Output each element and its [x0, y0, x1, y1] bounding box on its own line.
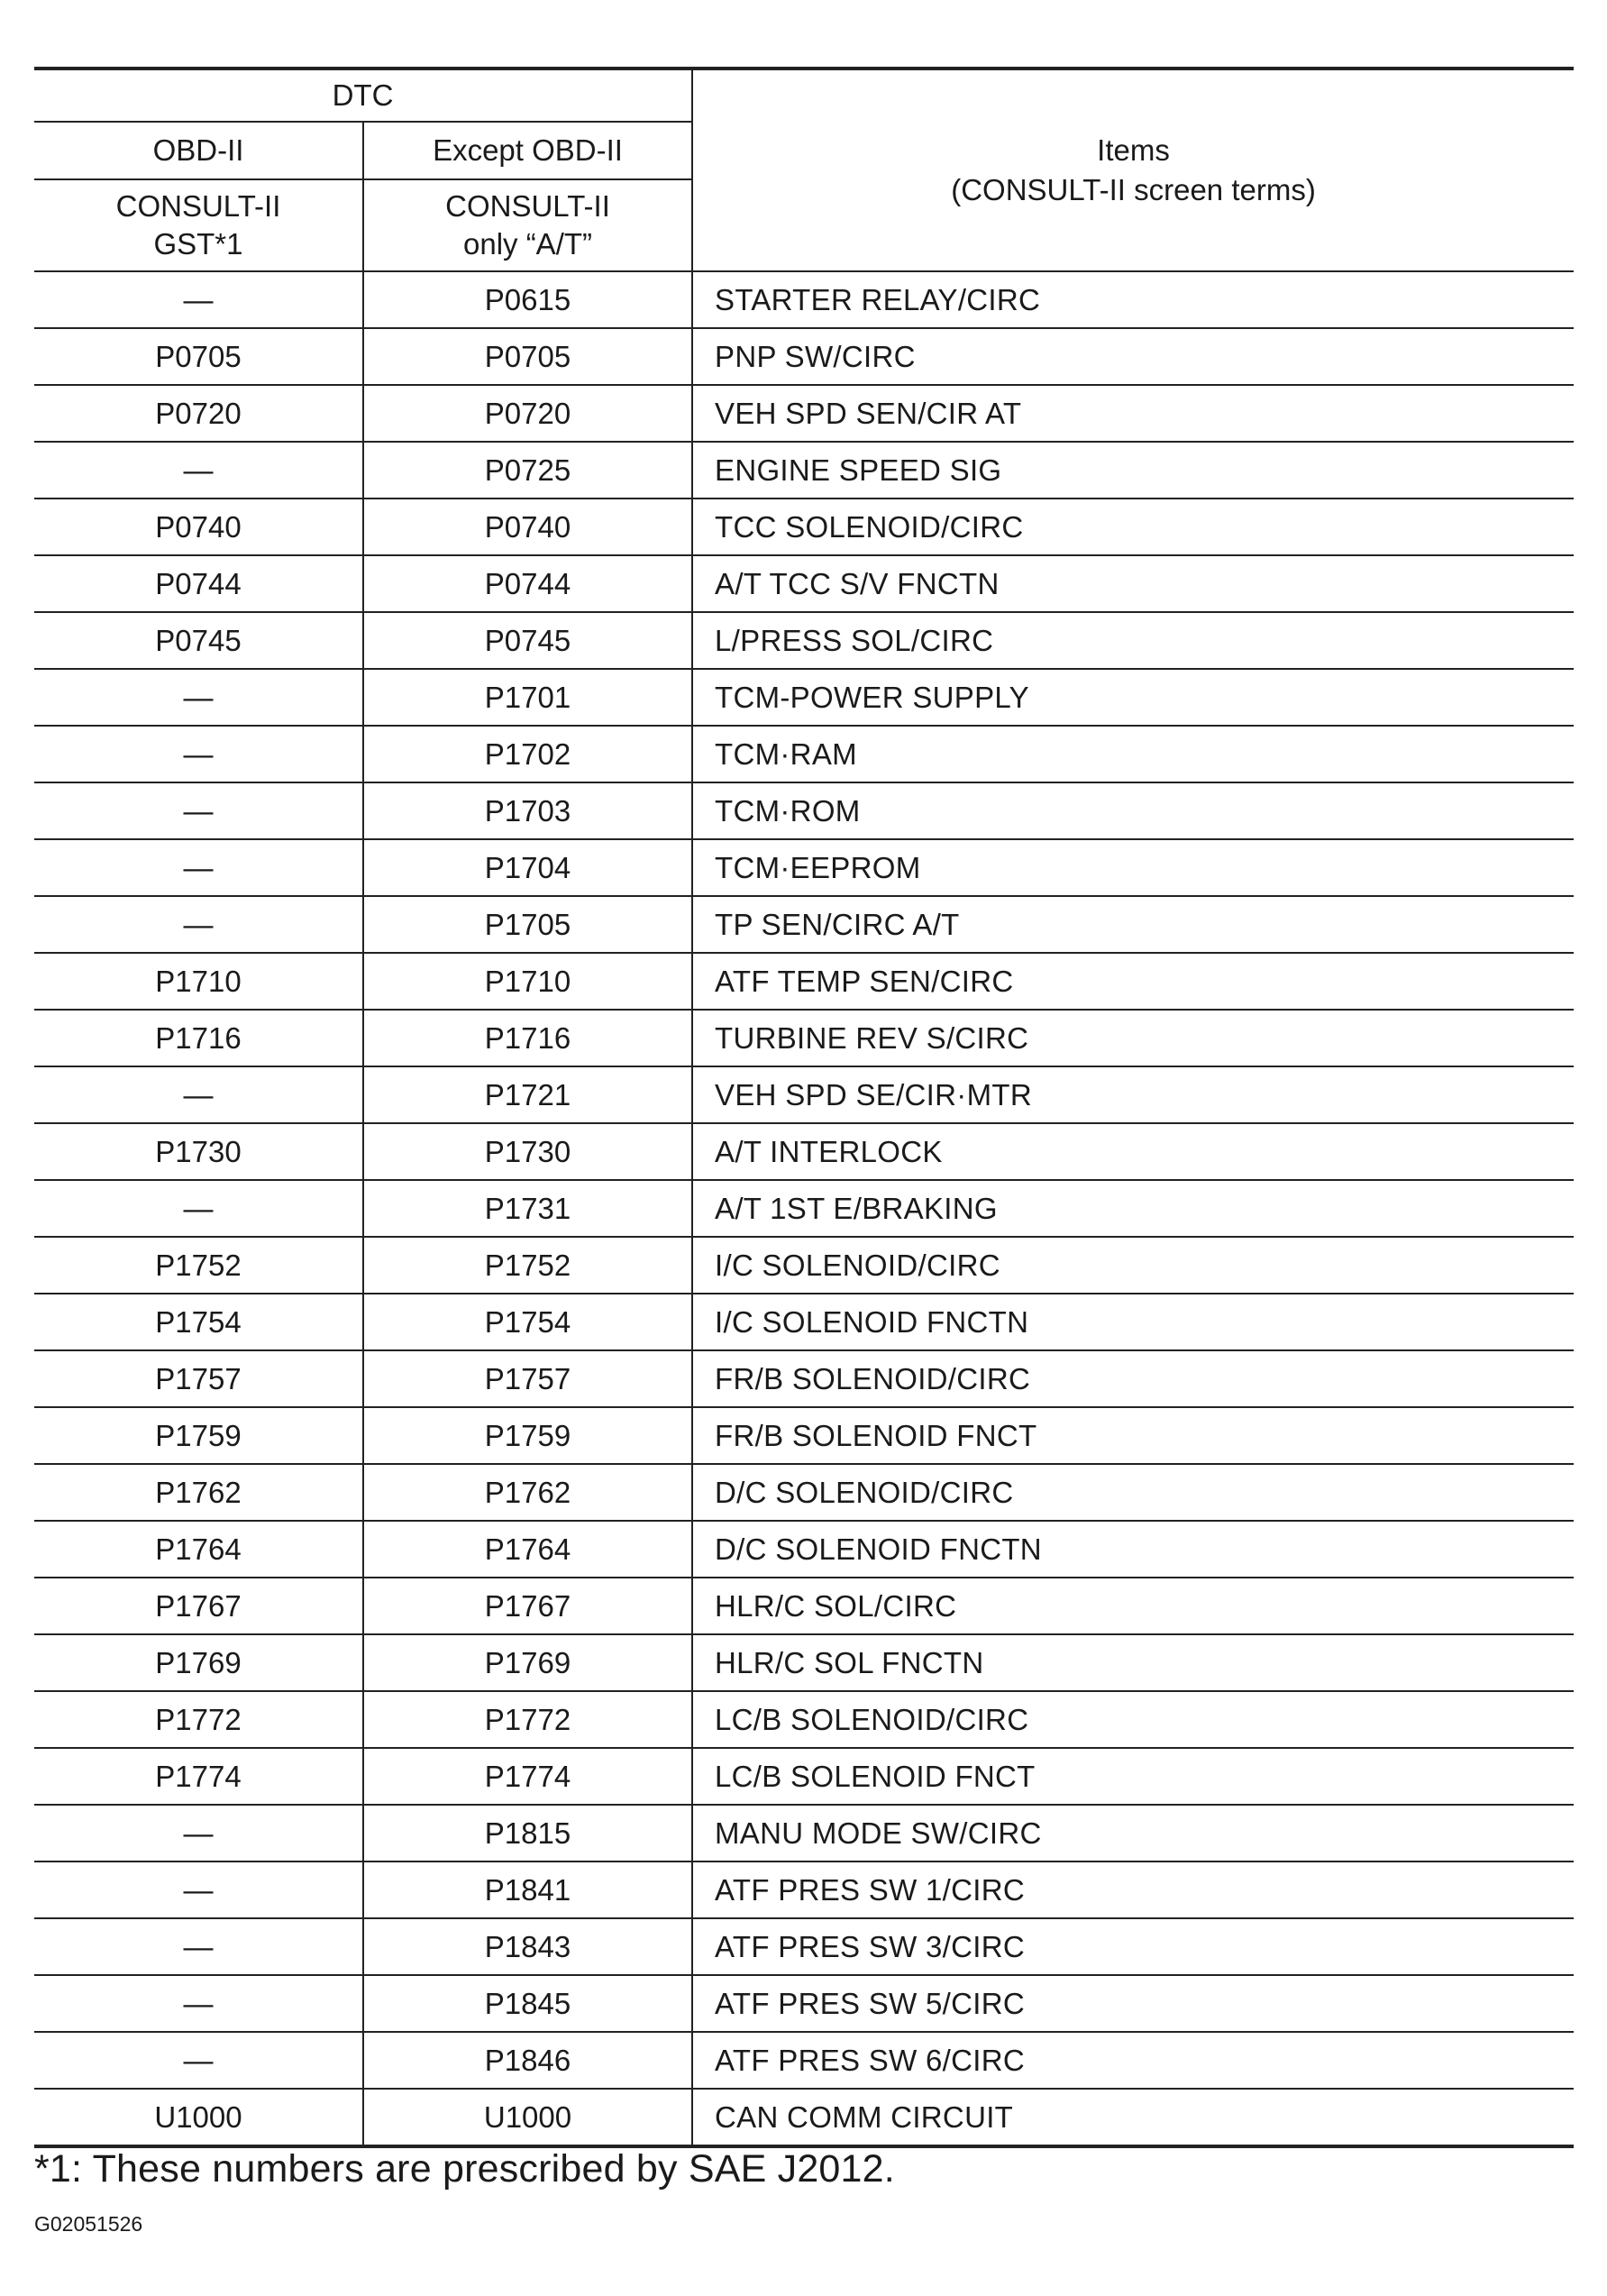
obd2-code-cell: — — [34, 2032, 363, 2089]
except-obd2-code-cell: P1772 — [363, 1691, 692, 1748]
obd2-code-cell: — — [34, 1861, 363, 1918]
obd2-code-cell: — — [34, 1918, 363, 1975]
obd2-code-cell: — — [34, 1805, 363, 1861]
item-name-cell: LC/B SOLENOID FNCT — [692, 1748, 1574, 1805]
table-row — [34, 612, 1574, 669]
item-name-cell: TP SEN/CIRC A/T — [692, 896, 1574, 953]
obd2-code-cell: P0720 — [34, 385, 363, 442]
obd2-code-cell: — — [34, 271, 363, 328]
header-consult-only-at-text: CONSULT-II only “A/T” — [445, 189, 610, 261]
item-name-cell: VEH SPD SE/CIR·MTR — [692, 1066, 1574, 1123]
table-row — [34, 669, 1574, 726]
obd2-code-cell: P1767 — [34, 1578, 363, 1634]
dtc-table-sheet — [34, 67, 1574, 2148]
obd2-code-cell: P1730 — [34, 1123, 363, 1180]
except-obd2-code-cell: P1757 — [363, 1350, 692, 1407]
table-row — [34, 2032, 1574, 2089]
table-row — [34, 1691, 1574, 1748]
header-items-text: Items (CONSULT-II screen terms) — [951, 133, 1316, 206]
except-obd2-code-cell: U1000 — [363, 2089, 692, 2146]
dtc-table-body — [34, 271, 1574, 2146]
except-obd2-code-cell: P1705 — [363, 896, 692, 953]
figure-code: G02051526 — [34, 2212, 143, 2236]
except-obd2-code-cell: P1752 — [363, 1237, 692, 1294]
obd2-code-cell: P1772 — [34, 1691, 363, 1748]
except-obd2-code-cell: P1841 — [363, 1861, 692, 1918]
table-row — [34, 1464, 1574, 1521]
item-name-cell: D/C SOLENOID FNCTN — [692, 1521, 1574, 1578]
except-obd2-code-cell: P1769 — [363, 1634, 692, 1691]
obd2-code-cell: P0705 — [34, 328, 363, 385]
obd2-code-cell: P1769 — [34, 1634, 363, 1691]
obd2-code-cell: P1757 — [34, 1350, 363, 1407]
item-name-cell: TCM-POWER SUPPLY — [692, 669, 1574, 726]
item-name-cell: ATF PRES SW 1/CIRC — [692, 1861, 1574, 1918]
except-obd2-code-cell: P0740 — [363, 499, 692, 555]
obd2-code-cell: P1716 — [34, 1010, 363, 1066]
table-row — [34, 1634, 1574, 1691]
table-row — [34, 1010, 1574, 1066]
header-consult-only-at — [363, 179, 692, 271]
table-row — [34, 1350, 1574, 1407]
table-row — [34, 782, 1574, 839]
item-name-cell: ATF TEMP SEN/CIRC — [692, 953, 1574, 1010]
item-name-cell: ENGINE SPEED SIG — [692, 442, 1574, 499]
except-obd2-code-cell: P1815 — [363, 1805, 692, 1861]
item-name-cell: HLR/C SOL/CIRC — [692, 1578, 1574, 1634]
obd2-code-cell: — — [34, 442, 363, 499]
except-obd2-code-cell: P1701 — [363, 669, 692, 726]
obd2-code-cell: — — [34, 1180, 363, 1237]
table-row — [34, 1123, 1574, 1180]
except-obd2-code-cell: P1710 — [363, 953, 692, 1010]
except-obd2-code-cell: P0725 — [363, 442, 692, 499]
obd2-code-cell: — — [34, 669, 363, 726]
except-obd2-code-cell: P1762 — [363, 1464, 692, 1521]
obd2-code-cell: — — [34, 839, 363, 896]
table-row — [34, 1521, 1574, 1578]
table-row — [34, 1294, 1574, 1350]
item-name-cell: D/C SOLENOID/CIRC — [692, 1464, 1574, 1521]
obd2-code-cell: — — [34, 1066, 363, 1123]
item-name-cell: STARTER RELAY/CIRC — [692, 271, 1574, 328]
table-row — [34, 953, 1574, 1010]
except-obd2-code-cell: P1767 — [363, 1578, 692, 1634]
table-row — [34, 1975, 1574, 2032]
item-name-cell: TCM·RAM — [692, 726, 1574, 782]
except-obd2-code-cell: P0705 — [363, 328, 692, 385]
table-row — [34, 1066, 1574, 1123]
dtc-table-header — [34, 69, 1574, 271]
except-obd2-code-cell: P1731 — [363, 1180, 692, 1237]
header-except-obd2: Except OBD-II — [363, 122, 692, 179]
item-name-cell: PNP SW/CIRC — [692, 328, 1574, 385]
except-obd2-code-cell: P1764 — [363, 1521, 692, 1578]
item-name-cell: ATF PRES SW 3/CIRC — [692, 1918, 1574, 1975]
header-consult-gst-text: CONSULT-II GST*1 — [115, 189, 281, 261]
item-name-cell: LC/B SOLENOID/CIRC — [692, 1691, 1574, 1748]
table-row — [34, 2089, 1574, 2146]
obd2-code-cell: — — [34, 1975, 363, 2032]
table-row — [34, 839, 1574, 896]
header-obd2: OBD-II — [34, 122, 363, 179]
obd2-code-cell: P1710 — [34, 953, 363, 1010]
item-name-cell: I/C SOLENOID FNCTN — [692, 1294, 1574, 1350]
table-row — [34, 726, 1574, 782]
item-name-cell: FR/B SOLENOID/CIRC — [692, 1350, 1574, 1407]
obd2-code-cell: P1774 — [34, 1748, 363, 1805]
obd2-code-cell: — — [34, 726, 363, 782]
header-dtc: DTC — [34, 69, 692, 122]
except-obd2-code-cell: P1845 — [363, 1975, 692, 2032]
item-name-cell: TCC SOLENOID/CIRC — [692, 499, 1574, 555]
except-obd2-code-cell: P1843 — [363, 1918, 692, 1975]
table-row — [34, 1748, 1574, 1805]
item-name-cell: A/T 1ST E/BRAKING — [692, 1180, 1574, 1237]
item-name-cell: ATF PRES SW 5/CIRC — [692, 1975, 1574, 2032]
except-obd2-code-cell: P1759 — [363, 1407, 692, 1464]
except-obd2-code-cell: P1846 — [363, 2032, 692, 2089]
except-obd2-code-cell: P1704 — [363, 839, 692, 896]
except-obd2-code-cell: P0720 — [363, 385, 692, 442]
obd2-code-cell: — — [34, 782, 363, 839]
except-obd2-code-cell: P1774 — [363, 1748, 692, 1805]
table-row — [34, 896, 1574, 953]
item-name-cell: FR/B SOLENOID FNCT — [692, 1407, 1574, 1464]
table-row — [34, 1180, 1574, 1237]
header-consult-gst — [34, 179, 363, 271]
obd2-code-cell: P1754 — [34, 1294, 363, 1350]
obd2-code-cell: P1762 — [34, 1464, 363, 1521]
obd2-code-cell: U1000 — [34, 2089, 363, 2146]
item-name-cell: TURBINE REV S/CIRC — [692, 1010, 1574, 1066]
table-row — [34, 385, 1574, 442]
table-row — [34, 1861, 1574, 1918]
obd2-code-cell: P0745 — [34, 612, 363, 669]
table-row — [34, 499, 1574, 555]
item-name-cell: VEH SPD SEN/CIR AT — [692, 385, 1574, 442]
table-row — [34, 328, 1574, 385]
except-obd2-code-cell: P0615 — [363, 271, 692, 328]
item-name-cell: L/PRESS SOL/CIRC — [692, 612, 1574, 669]
except-obd2-code-cell: P0745 — [363, 612, 692, 669]
table-row — [34, 1918, 1574, 1975]
footnote: *1: These numbers are prescribed by SAE J2012. — [34, 2147, 895, 2191]
except-obd2-code-cell: P1702 — [363, 726, 692, 782]
except-obd2-code-cell: P1716 — [363, 1010, 692, 1066]
dtc-table — [34, 67, 1574, 2148]
item-name-cell: TCM·ROM — [692, 782, 1574, 839]
table-row — [34, 271, 1574, 328]
except-obd2-code-cell: P1754 — [363, 1294, 692, 1350]
item-name-cell: I/C SOLENOID/CIRC — [692, 1237, 1574, 1294]
table-row — [34, 555, 1574, 612]
obd2-code-cell: P1759 — [34, 1407, 363, 1464]
obd2-code-cell: P1764 — [34, 1521, 363, 1578]
table-row — [34, 1578, 1574, 1634]
item-name-cell: HLR/C SOL FNCTN — [692, 1634, 1574, 1691]
header-items — [692, 69, 1574, 271]
obd2-code-cell: — — [34, 896, 363, 953]
except-obd2-code-cell: P0744 — [363, 555, 692, 612]
table-row — [34, 442, 1574, 499]
table-row — [34, 1237, 1574, 1294]
item-name-cell: ATF PRES SW 6/CIRC — [692, 2032, 1574, 2089]
item-name-cell: TCM·EEPROM — [692, 839, 1574, 896]
except-obd2-code-cell: P1730 — [363, 1123, 692, 1180]
obd2-code-cell: P0740 — [34, 499, 363, 555]
obd2-code-cell: P0744 — [34, 555, 363, 612]
except-obd2-code-cell: P1721 — [363, 1066, 692, 1123]
except-obd2-code-cell: P1703 — [363, 782, 692, 839]
item-name-cell: A/T TCC S/V FNCTN — [692, 555, 1574, 612]
item-name-cell: CAN COMM CIRCUIT — [692, 2089, 1574, 2146]
obd2-code-cell: P1752 — [34, 1237, 363, 1294]
table-row — [34, 1805, 1574, 1861]
item-name-cell: A/T INTERLOCK — [692, 1123, 1574, 1180]
item-name-cell: MANU MODE SW/CIRC — [692, 1805, 1574, 1861]
table-row — [34, 1407, 1574, 1464]
